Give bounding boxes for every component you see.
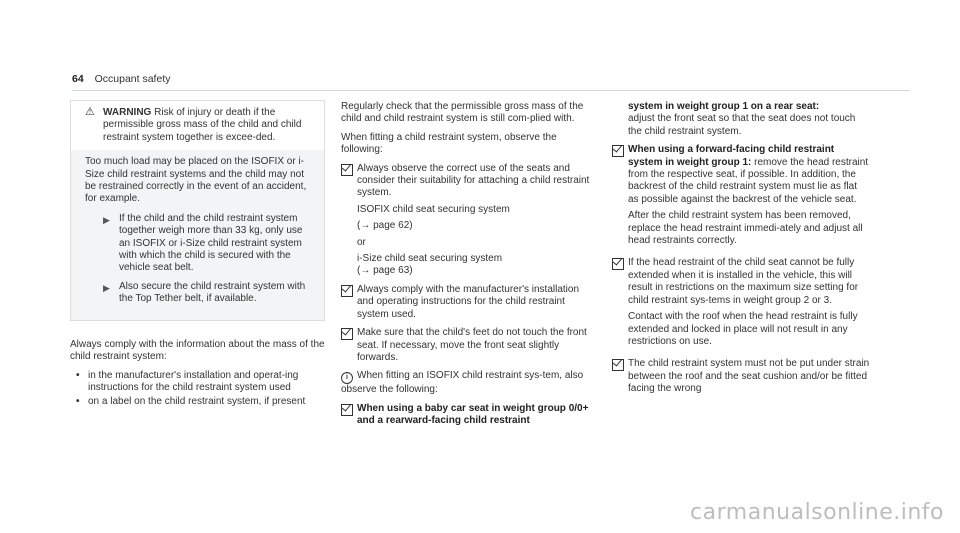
watermark: carmanualsonline.info bbox=[690, 500, 944, 525]
isize-text: i-Size child seat securing system bbox=[357, 253, 503, 265]
section-title: Occupant safety bbox=[94, 73, 171, 85]
info-note bbox=[341, 370, 598, 396]
arrow-right-icon: ▶ bbox=[103, 282, 110, 293]
warning-item-text: If the child and the child restraint system together weigh more than 33 kg, only use an ISOFIX or i-Size child restraint system with which the child is secured with the vehicle seat belt. bbox=[119, 212, 303, 274]
checkmark-icon bbox=[341, 403, 357, 428]
checklist-subtext: Contact with the roof when the head restraint is fully extended and locked in place will not result in any restrictions on use. bbox=[628, 311, 858, 347]
list-item bbox=[76, 370, 325, 395]
list-item-text: in the manufacturer's installation and operat-ing instructions for the child restraint system used bbox=[88, 369, 299, 393]
column-1 bbox=[70, 100, 325, 411]
warning-text: Risk of injury or death if the permissible gross mass of the child and child restraint system together is excee-ded. bbox=[103, 107, 302, 143]
checklist-text: Always comply with the manufacturer's installation and operating instructions for the child restraint system used. bbox=[357, 283, 580, 320]
arrow-right-icon: ▶ bbox=[103, 214, 110, 225]
info-icon: i bbox=[341, 372, 353, 384]
checkmark-icon bbox=[341, 163, 357, 278]
checklist-text: remove the head restraint from the respective seat, if possible. In addition, the backrest of the child restraint system must lie as flat as possible against the backrest of the vehicle seat. bbox=[628, 156, 869, 205]
page-reference-link[interactable]: (→ page 63) bbox=[357, 265, 413, 277]
warning-item-text: Also secure the child restraint system with the Top Tether belt, if available. bbox=[119, 280, 306, 305]
mass-intro: Always comply with the information about the mass of the child restraint system: bbox=[70, 338, 325, 363]
isofix-text: ISOFIX child seat securing system bbox=[357, 203, 510, 215]
info-text: When fitting an ISOFIX child restraint sys-tem, also observe the following: bbox=[341, 370, 584, 396]
warning-header bbox=[71, 101, 324, 150]
checklist-text: If the head restraint of the child seat cannot be fully extended when it is installed in the vehicle, this will result in restrictions on the maximum size setting for child restraint sys-tems in weight group 2 or 3. bbox=[628, 257, 859, 306]
checkmark-icon bbox=[612, 358, 628, 395]
warning-body bbox=[71, 150, 324, 319]
column-3 bbox=[612, 101, 870, 402]
checklist-item bbox=[341, 403, 598, 428]
checklist-item bbox=[341, 163, 598, 278]
warning-item bbox=[103, 281, 314, 306]
checklist-item bbox=[612, 358, 870, 395]
list-item bbox=[76, 396, 325, 408]
paragraph: When fitting a child restraint system, observe the following: bbox=[341, 131, 557, 156]
checklist-heading: When using a forward-facing child restraint system in weight group 1: bbox=[628, 144, 835, 168]
checklist-item bbox=[612, 144, 870, 251]
checklist-subtext: After the child restraint system has been removed, replace the head restraint immedi-ately and adjust all head restraints correctly. bbox=[628, 210, 863, 247]
list-item-text: on a label on the child restraint system, if present bbox=[88, 396, 306, 408]
continued-text: adjust the front seat so that the seat does not touch the child restraint system. bbox=[628, 113, 856, 137]
continued-heading: system in weight group 1 on a rear seat: bbox=[628, 101, 820, 112]
page-header bbox=[72, 73, 170, 85]
bullet-icon: • bbox=[76, 369, 80, 381]
checklist-heading: When using a baby car seat in weight group 0/0+ and a rearward-facing child restraint bbox=[357, 402, 589, 427]
page-number: 64 bbox=[72, 73, 84, 85]
warning-body-text: Too much load may be placed on the ISOFIX or i-Size child restraint systems and the child may not be restrained correctly in the event of an accident, for example. bbox=[85, 156, 307, 205]
paragraph: Regularly check that the permissible gross mass of the child and child restraint system is still com-plied with. bbox=[341, 101, 584, 125]
checklist-text: The child restraint system must not be put under strain between the roof and the seat cushion and/or be fitted facing the wrong bbox=[628, 358, 870, 395]
warning-box bbox=[70, 100, 325, 321]
warning-item bbox=[103, 213, 314, 275]
warning-label: WARNING bbox=[103, 107, 152, 118]
bullet-icon: • bbox=[76, 396, 80, 408]
checklist-text: Make sure that the child's feet do not touch the front seat. If necessary, move the front seat slightly forwards. bbox=[357, 327, 587, 363]
or-text: or bbox=[357, 236, 366, 248]
checklist-item bbox=[612, 257, 870, 352]
checkmark-icon bbox=[612, 257, 628, 352]
checkmark-icon bbox=[612, 144, 628, 251]
page-reference-link[interactable]: (→ page 62) bbox=[357, 220, 413, 232]
column-2 bbox=[341, 101, 598, 434]
checkmark-icon bbox=[341, 284, 357, 321]
checklist-item bbox=[341, 327, 598, 364]
warning-triangle-icon: ⚠ bbox=[85, 106, 95, 118]
checkmark-icon bbox=[341, 327, 357, 364]
header-divider bbox=[72, 90, 910, 91]
checklist-item bbox=[341, 284, 598, 321]
checklist-text: Always observe the correct use of the seats and consider their suitability for attaching a child restraint system. bbox=[357, 162, 590, 199]
